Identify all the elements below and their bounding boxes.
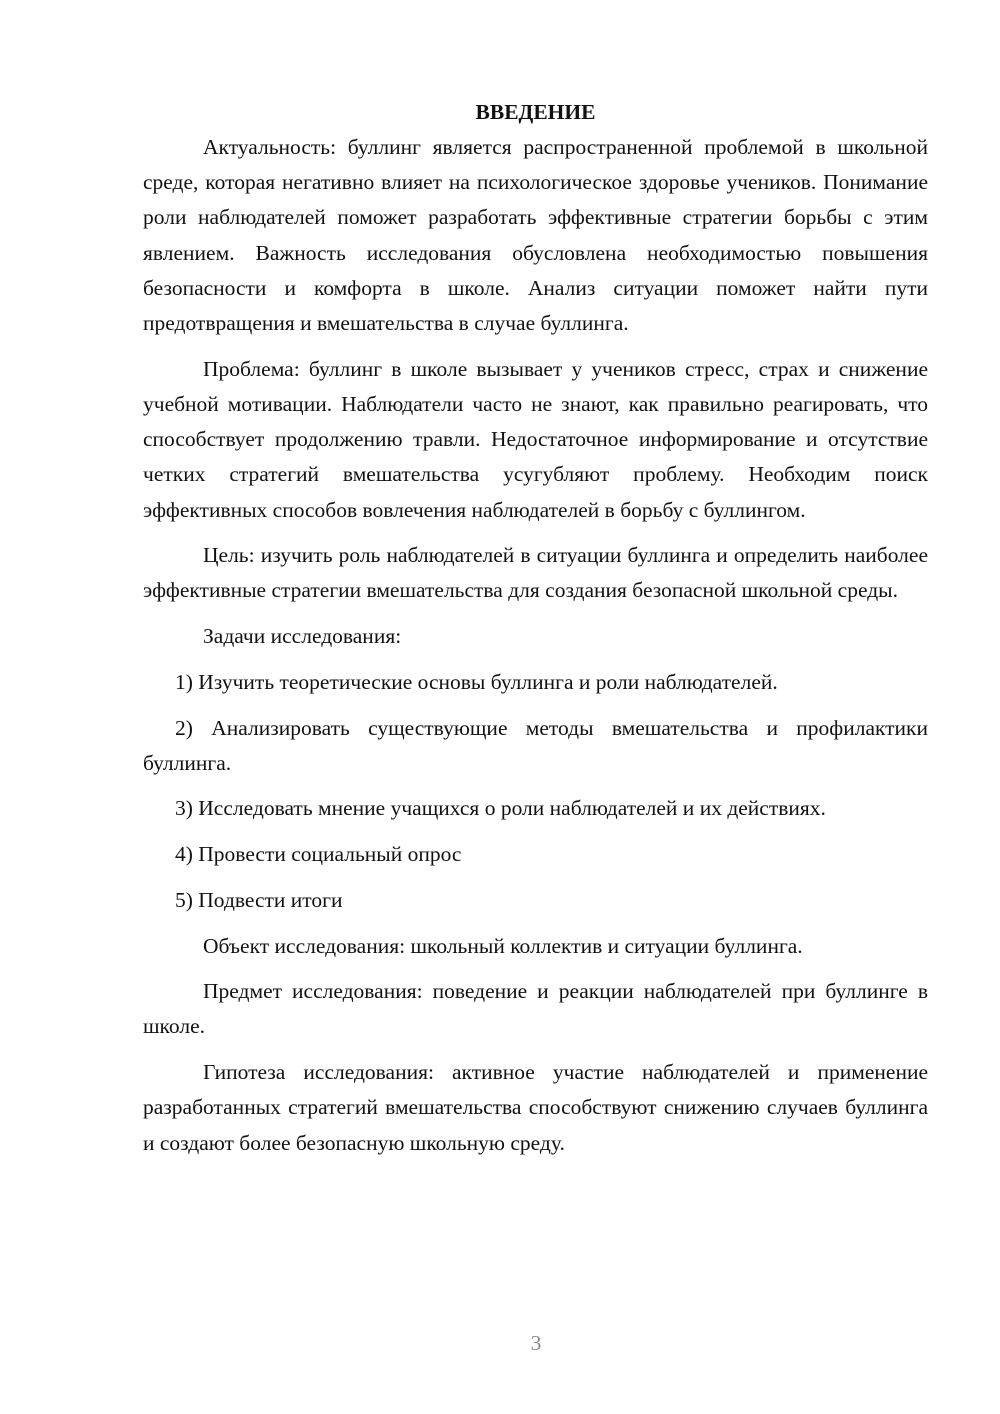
paragraph-problem: Проблема: буллинг в школе вызывает у учеников стресс, страх и снижение учебной мотивации. Наблюдатели часто не знают, как правильно реагировать, что способствует продолжению травли. Недостаточное информирование и отсутствие четких стратегий вмешательства усугубляют проблему. Необходим поиск эффективных способов вовлечения наблюдателей в борьбу с буллингом. — [143, 356, 928, 522]
task-item-3: 3) Исследовать мнение учащихся о роли наблюдателей и их действиях. — [175, 796, 826, 821]
tasks-heading: Задачи исследования: — [203, 624, 402, 649]
paragraph-object: Объект исследования: школьный коллектив и ситуации буллинга. — [203, 933, 803, 958]
paragraph-relevance: Актуальность: буллинг является распространенной проблемой в школьной среде, которая негативно влияет на психологическое здоровье учеников. Понимание роли наблюдателей поможет разработать эффективные стратегии борьбы с этим явлением. Важность исследования обусловлена необходимостью повышения безопасности и комфорта в школе. Анализ ситуации поможет найти пути предотвращения и вмешательства в случае буллинга. — [143, 135, 928, 336]
paragraph-goal: Цель: изучить роль наблюдателей в ситуации буллинга и определить наиболее эффективные стратегии вмешательства для создания безопасной школьной среды. — [143, 543, 928, 603]
page-title: ВВЕДЕНИЕ — [475, 100, 596, 124]
paragraph-hypothesis: Гипотеза исследования: активное участие наблюдателей и применение разработанных стратегий вмешательства способствуют снижению случаев буллинга и создают более безопасную школьную среду. — [143, 1060, 928, 1155]
task-item-2: 2) Анализировать существующие методы вмешательства и профилактики буллинга. — [143, 715, 928, 775]
page-content — [143, 95, 928, 1161]
task-item-5: 5) Подвести итоги — [175, 887, 343, 912]
task-item-4: 4) Провести социальный опрос — [175, 842, 462, 867]
paragraph-subject: Предмет исследования: поведение и реакции наблюдателей при буллинге в школе. — [143, 979, 928, 1039]
task-item-1: 1) Изучить теоретические основы буллинга и роли наблюдателей. — [175, 669, 778, 694]
page-number: 3 — [530, 1331, 542, 1355]
